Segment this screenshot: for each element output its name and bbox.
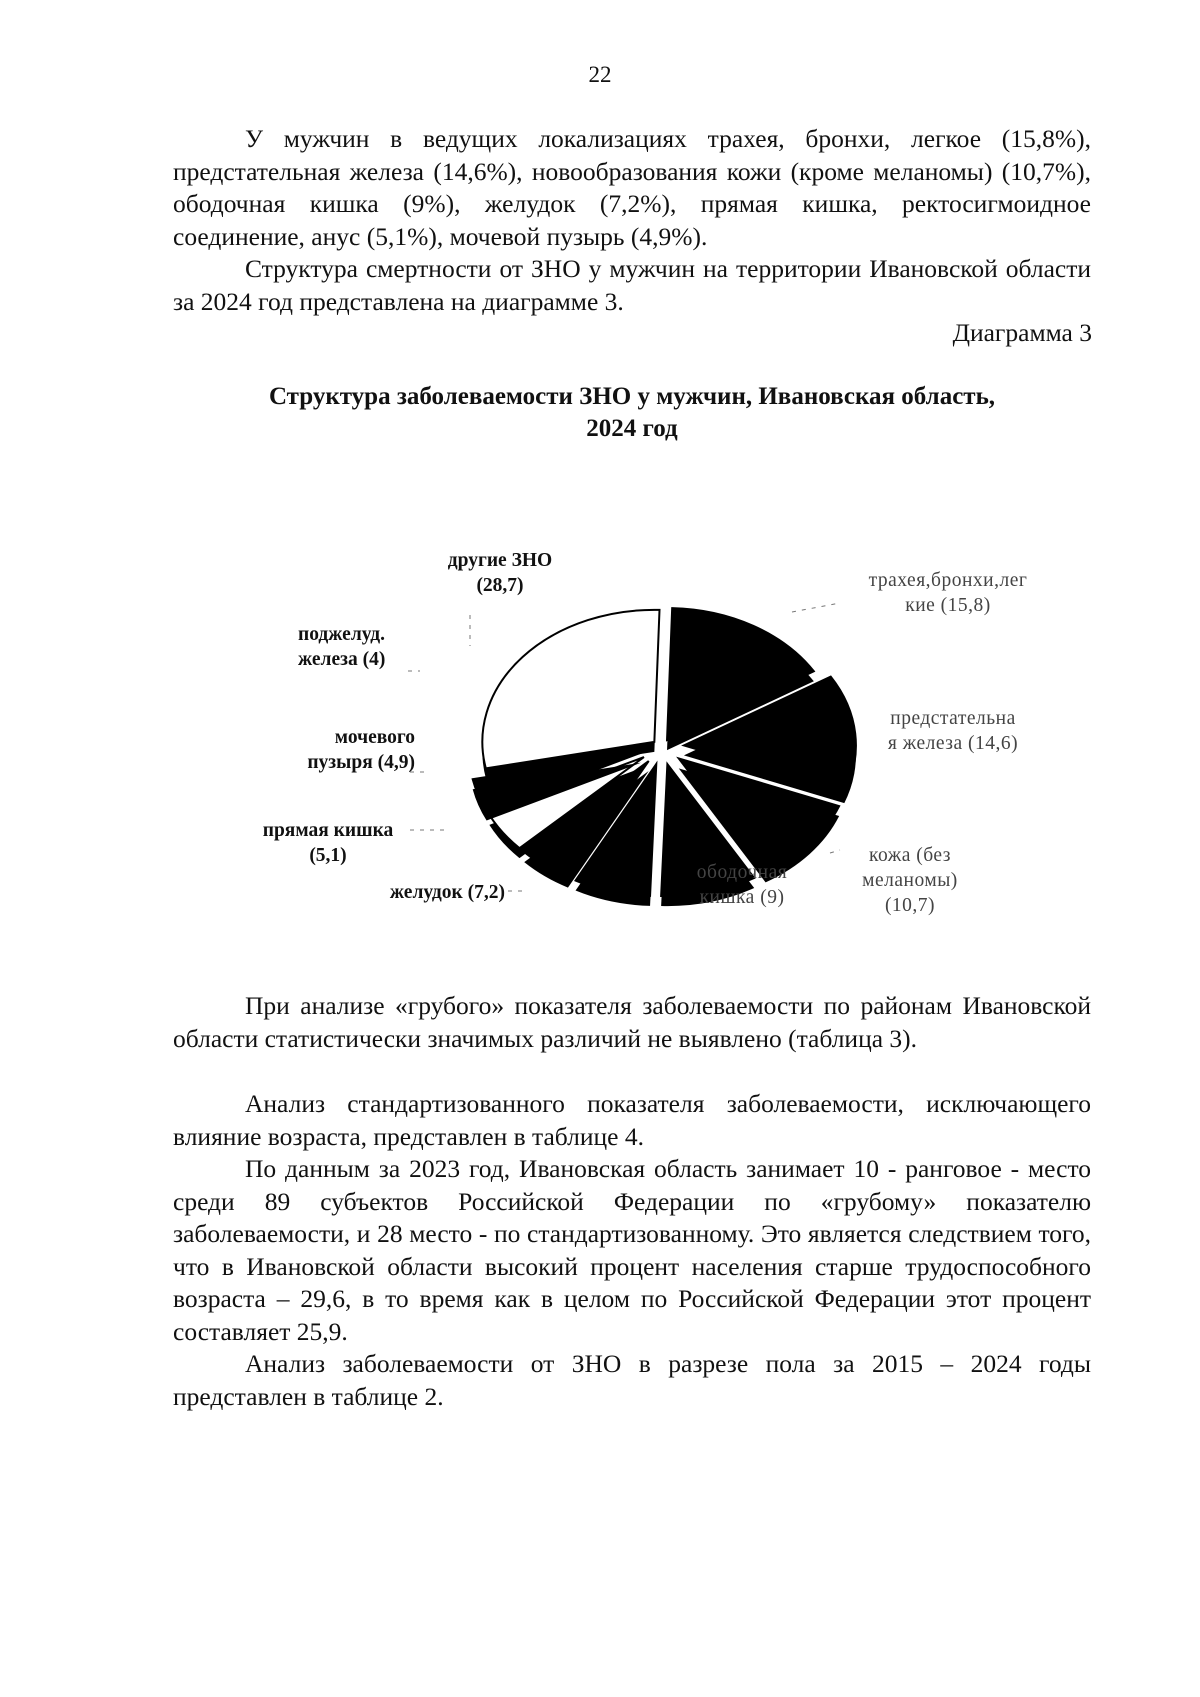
diagram-caption: Диаграмма 3 [952,318,1092,347]
pie-slice-other [482,610,659,769]
slice-label-colon: ободочная кишка (9) [696,862,788,908]
slice-label-skin: кожа (без меланомы) (10,7) [862,845,958,916]
slice-label-rectum: прямая кишка (5,1) [262,820,394,866]
leader-line [830,850,840,853]
paragraph-standardized: Анализ стандартизованного показателя заболеваемости, исключающего влияние возраста, представлен в таблице 4. [173,1089,1091,1151]
slice-label-prostate: предстательна я железа (14,6) [887,708,1019,754]
slice-label-trachea: трахея,бронхи,лег кие (15,8) [868,570,1028,616]
slice-label-other: другие ЗНО (28,7) [447,550,553,596]
chart-title-line-1: Структура заболеваемости ЗНО у мужчин, Ивановская область, [268,383,996,410]
paragraph-mortality-intro: Структура смертности от ЗНО у мужчин на территории Ивановской области за 2024 год представлена на диаграмме 3. [173,254,1091,316]
leader-line [792,603,840,612]
paragraph-crude-rate: При анализе «грубого» показателя заболеваемости по районам Ивановской области статистически значимых различий не выявлено (таблица 3). [173,991,1091,1053]
page-number: 22 [588,62,612,87]
slice-label-pancreas: поджелуд. железа (4) [298,624,386,670]
paragraph-ranking: По данным за 2023 год, Ивановская область занимает 10 - ранговое - место среди 89 субъектов Российской Федерации по «грубому» показателю заболеваемости, и 28 место - по стандартизованному. Это является следствием того, что в Ивановской области высокий процент населения старше трудоспособного возраста – 29,6, в то время как в целом по Российской Федерации этот процент составляет 25,9. [173,1154,1091,1346]
slice-label-bladder: мочевого пузыря (4,9) [307,727,415,773]
slice-label-stomach: желудок (7,2) [389,882,505,903]
paragraph-localizations: У мужчин в ведущих локализациях трахея, бронхи, легкое (15,8%), предстательная железа (14,6%), новообразования кожи (кроме меланомы) (10,7%), ободочная кишка (9%), желудок (7,2%), прямая кишка, ректосигмоидное соединение, анус (5,1%), мочевой пузырь (4,9%). [173,124,1091,251]
paragraph-gender-analysis: Анализ заболеваемости от ЗНО в разрезе пола за 2015 – 2024 годы представлен в таблице 2. [173,1349,1091,1411]
chart-title-line-2: 2024 год [586,415,678,442]
